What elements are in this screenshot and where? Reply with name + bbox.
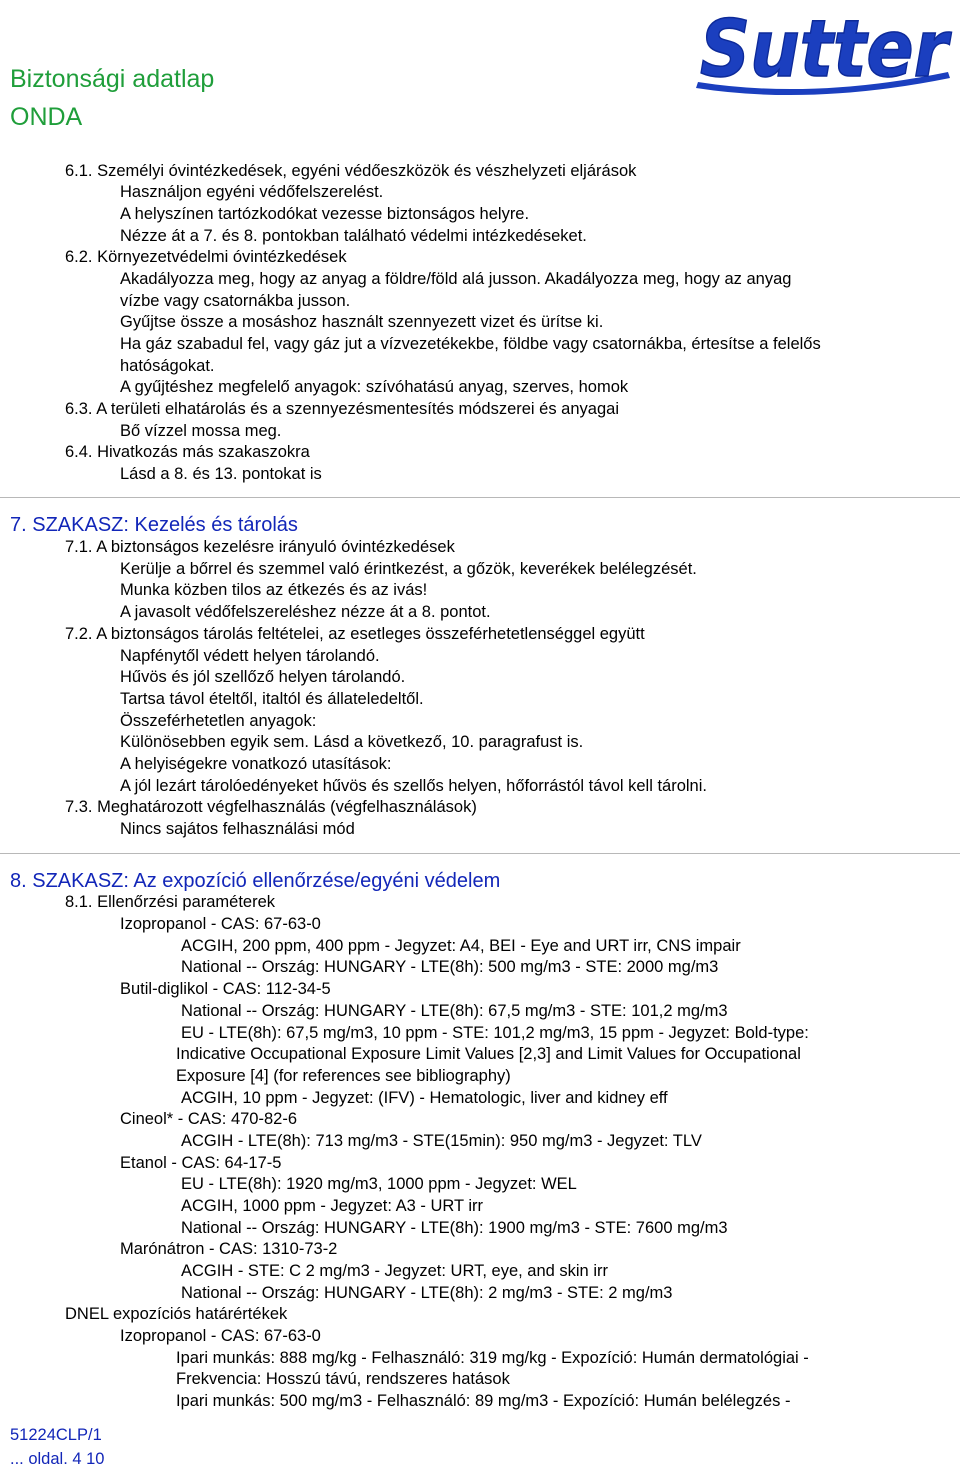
line: Nincs sajátos felhasználási mód bbox=[120, 820, 355, 838]
line-7-2-heading: 7.2. A biztonságos tárolás feltételei, az esetleges összeférhetetlenséggel együtt bbox=[65, 625, 645, 643]
limit-line: National -- Ország: HUNGARY - LTE(8h): 1900 mg/m3 - STE: 7600 mg/m3 bbox=[181, 1219, 728, 1237]
line-7-3-heading: 7.3. Meghatározott végfelhasználás (végfelhasználások) bbox=[65, 798, 477, 816]
line: vízbe vagy csatornákba jusson. bbox=[120, 292, 351, 310]
limit-line: Exposure [4] (for references see bibliography) bbox=[176, 1067, 511, 1085]
line: hatóságokat. bbox=[120, 357, 215, 375]
line-8-1-heading: 8.1. Ellenőrzési paraméterek bbox=[65, 893, 276, 911]
limit-line: ACGIH, 10 ppm - Jegyzet: (IFV) - Hematologic, liver and kidney eff bbox=[181, 1089, 668, 1107]
product-name: ONDA bbox=[10, 103, 83, 131]
line-6-3-heading: 6.3. A területi elhatárolás és a szennyezésmentesítés módszerei és anyagai bbox=[65, 400, 619, 418]
line: A javasolt védőfelszereléshez nézze át a 8. pontot. bbox=[120, 603, 491, 621]
line-7-1-heading: 7.1. A biztonságos kezelésre irányuló óvintézkedések bbox=[65, 538, 455, 556]
limit-line: Indicative Occupational Exposure Limit Values [2,3] and Limit Values for Occupational bbox=[176, 1045, 801, 1063]
document-title: Biztonsági adatlap bbox=[10, 65, 215, 93]
limit-line: ACGIH - LTE(8h): 713 mg/m3 - STE(15min): 950 mg/m3 - Jegyzet: TLV bbox=[181, 1132, 702, 1150]
line: Lásd a 8. és 13. pontokat is bbox=[120, 465, 322, 483]
substance-line: Marónátron - CAS: 1310-73-2 bbox=[120, 1240, 338, 1258]
line: Összeférhetetlen anyagok: bbox=[120, 712, 317, 730]
dnel-line: Frekvencia: Hosszú távú, rendszeres hatások bbox=[176, 1370, 510, 1388]
line: Munka közben tilos az étkezés és az ivás! bbox=[120, 581, 428, 599]
section-8-title: 8. SZAKASZ: Az expozíció ellenőrzése/egyéni védelem bbox=[10, 870, 501, 892]
limit-line: EU - LTE(8h): 67,5 mg/m3, 10 ppm - STE: 101,2 mg/m3, 15 ppm - Jegyzet: Bold-type: bbox=[181, 1024, 809, 1042]
substance-line: Cineol* - CAS: 470-82-6 bbox=[120, 1110, 298, 1128]
line-6-1-heading: 6.1. Személyi óvintézkedések, egyéni védőeszközök és vészhelyzeti eljárások bbox=[65, 162, 637, 180]
limit-line: EU - LTE(8h): 1920 mg/m3, 1000 ppm - Jegyzet: WEL bbox=[181, 1175, 577, 1193]
substance-line: Etanol - CAS: 64-17-5 bbox=[120, 1154, 282, 1172]
page-indicator: ... oldal. 4 10 bbox=[10, 1450, 105, 1468]
limit-line: National -- Ország: HUNGARY - LTE(8h): 67,5 mg/m3 - STE: 101,2 mg/m3 bbox=[181, 1002, 728, 1020]
line-6-2-heading: 6.2. Környezetvédelmi óvintézkedések bbox=[65, 248, 347, 266]
line: A jól lezárt tárolóedényeket hűvös és szellős helyen, hőforrástól távol kell tárolni. bbox=[120, 777, 707, 795]
line: Bő vízzel mossa meg. bbox=[120, 422, 282, 440]
section-7-title: 7. SZAKASZ: Kezelés és tárolás bbox=[10, 514, 298, 536]
limit-line: National -- Ország: HUNGARY - LTE(8h): 2 mg/m3 - STE: 2 mg/m3 bbox=[181, 1284, 673, 1302]
limit-line: ACGIH - STE: C 2 mg/m3 - Jegyzet: URT, eye, and skin irr bbox=[181, 1262, 608, 1280]
limit-line: ACGIH, 200 ppm, 400 ppm - Jegyzet: A4, BEI - Eye and URT irr, CNS impair bbox=[181, 937, 741, 955]
line: Hűvös és jól szellőző helyen tárolandó. bbox=[120, 668, 406, 686]
limit-line: ACGIH, 1000 ppm - Jegyzet: A3 - URT irr bbox=[181, 1197, 483, 1215]
substance-line: Izopropanol - CAS: 67-63-0 bbox=[120, 915, 321, 933]
line: Tartsa távol ételtől, italtól és állateledeltől. bbox=[120, 690, 424, 708]
substance-line: Izopropanol - CAS: 67-63-0 bbox=[120, 1327, 321, 1345]
line: A helyszínen tartózkodókat vezesse biztonságos helyre. bbox=[120, 205, 530, 223]
document-code: 51224CLP/1 bbox=[10, 1426, 102, 1444]
limit-line: National -- Ország: HUNGARY - LTE(8h): 500 mg/m3 - STE: 2000 mg/m3 bbox=[181, 958, 719, 976]
section-divider bbox=[0, 497, 960, 498]
line: Gyűjtse össze a mosáshoz használt szennyezett vizet és ürítse ki. bbox=[120, 313, 604, 331]
dnel-heading: DNEL expozíciós határértékek bbox=[65, 1305, 288, 1323]
sutter-logo bbox=[692, 2, 954, 102]
dnel-line: Ipari munkás: 500 mg/m3 - Felhasználó: 89 mg/m3 - Expozíció: Humán belélegzés - bbox=[176, 1392, 791, 1410]
line: Ha gáz szabadul fel, vagy gáz jut a vízvezetékekbe, földbe vagy csatornákba, értesítse a felelős bbox=[120, 335, 821, 353]
substance-line: Butil-diglikol - CAS: 112-34-5 bbox=[120, 980, 331, 998]
section-divider bbox=[0, 853, 960, 854]
line: Napfénytől védett helyen tárolandó. bbox=[120, 647, 380, 665]
dnel-line: Ipari munkás: 888 mg/kg - Felhasználó: 319 mg/kg - Expozíció: Humán dermatológiai - bbox=[176, 1349, 809, 1367]
line: Akadályozza meg, hogy az anyag a földre/föld alá jusson. Akadályozza meg, hogy az anyag bbox=[120, 270, 792, 288]
line: Nézze át a 7. és 8. pontokban található védelmi intézkedéseket. bbox=[120, 227, 587, 245]
line: Használjon egyéni védőfelszerelést. bbox=[120, 183, 384, 201]
line: Különösebben egyik sem. Lásd a következő, 10. paragrafust is. bbox=[120, 733, 584, 751]
line-6-4-heading: 6.4. Hivatkozás más szakaszokra bbox=[65, 443, 310, 461]
logo-text: Sutter bbox=[700, 5, 953, 95]
line: Kerülje a bőrrel és szemmel való érintkezést, a gőzök, keverékek belélegzését. bbox=[120, 560, 697, 578]
line: A helyiségekre vonatkozó utasítások: bbox=[120, 755, 392, 773]
line: A gyűjtéshez megfelelő anyagok: szívóhatású anyag, szerves, homok bbox=[120, 378, 629, 396]
